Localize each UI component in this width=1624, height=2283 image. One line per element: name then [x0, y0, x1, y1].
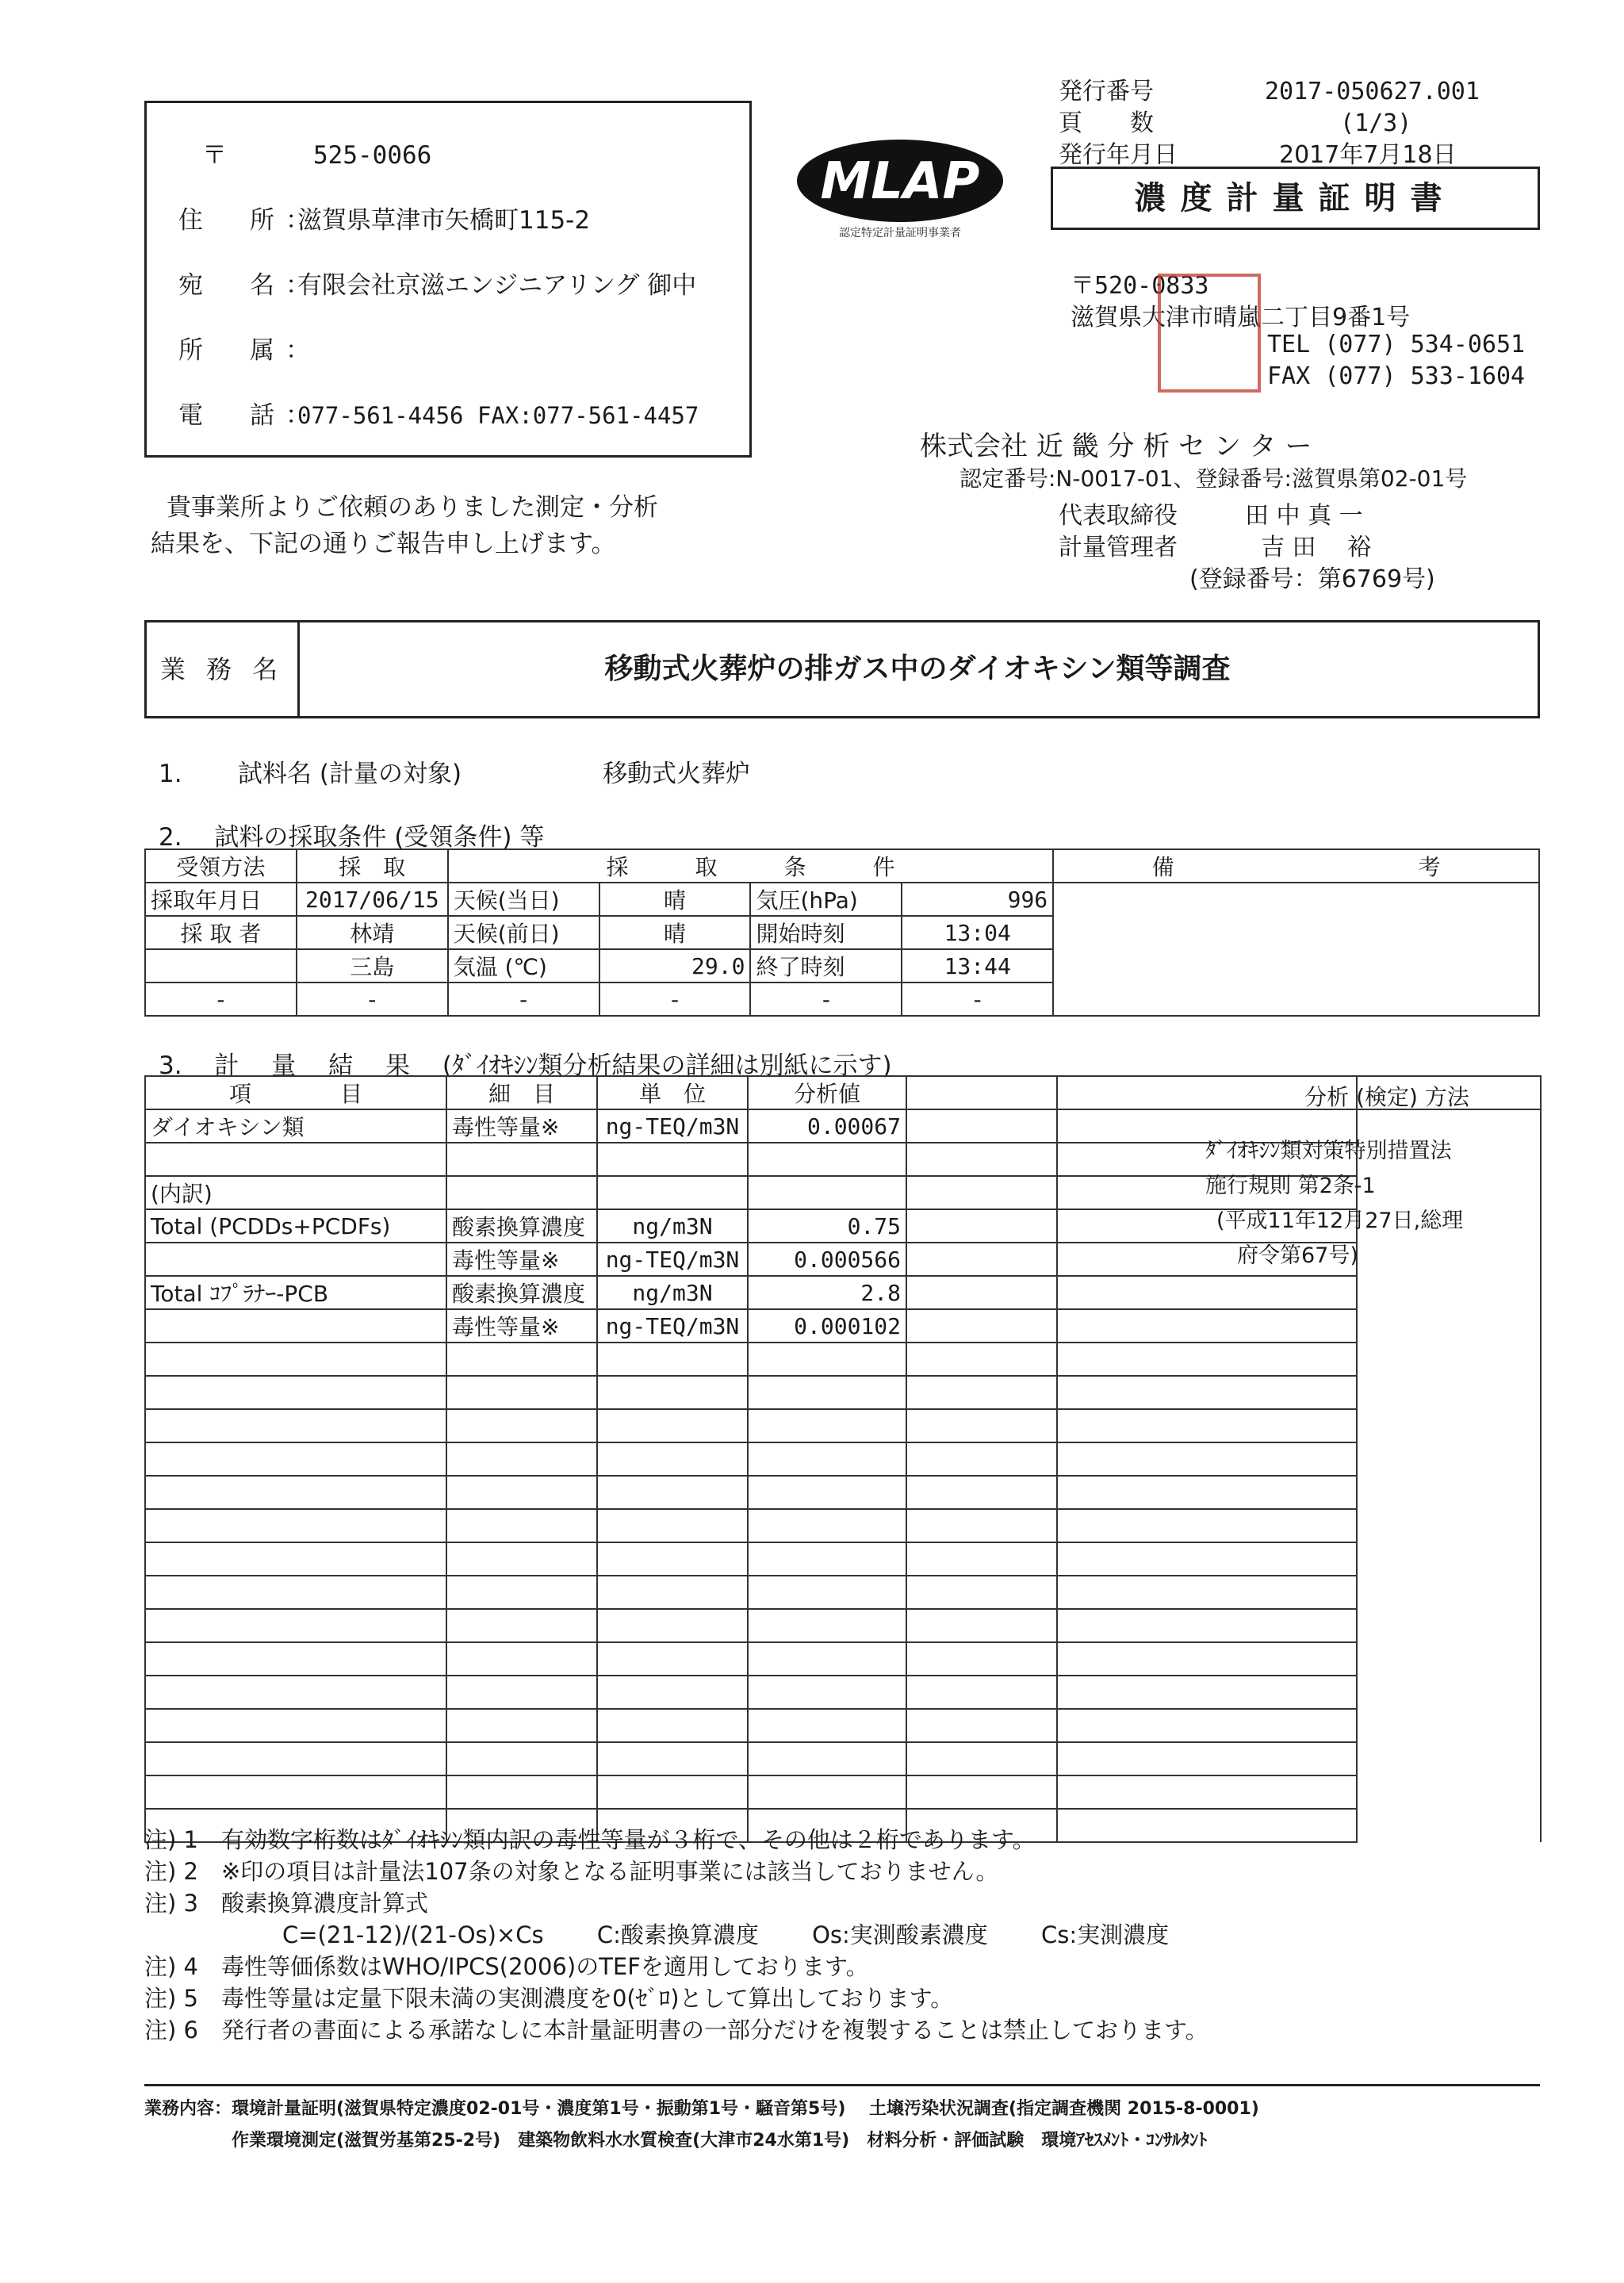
footer-divider	[144, 2084, 1540, 2086]
business-label: 業 務 名	[147, 622, 300, 716]
sampling-cell: -	[145, 983, 297, 1016]
results-cell: ng/m3N	[597, 1276, 748, 1309]
results-cell	[906, 1742, 1057, 1775]
results-cell	[1357, 1809, 1541, 1842]
results-row	[145, 1276, 1541, 1309]
method-header: 分析 (検定) 方法	[1304, 1084, 1469, 1110]
results-cell	[748, 1542, 906, 1576]
results-cell	[1057, 1609, 1357, 1642]
results-cell	[597, 1742, 748, 1775]
note-line: 注) 1 有効数字桁数はﾀﾞｲｵｷｼﾝ類内訳の毒性等量が３桁で、その他は２桁であります。	[144, 1826, 1036, 1853]
results-cell	[1057, 1309, 1357, 1343]
method-line: 府令第67号)	[1237, 1243, 1358, 1268]
sampling-cell: 開始時刻	[750, 916, 902, 949]
sampling-table	[144, 848, 1540, 1017]
results-cell	[446, 1476, 597, 1509]
results-cell	[1357, 1276, 1541, 1309]
results-cell	[597, 1642, 748, 1676]
results-cell	[446, 1775, 597, 1809]
sampling-cell: 三島	[297, 949, 448, 983]
results-cell	[748, 1176, 906, 1209]
results-cell	[446, 1143, 597, 1176]
results-cell	[748, 1476, 906, 1509]
sampling-cell: 気温 (℃)	[448, 949, 599, 983]
results-cell	[145, 1742, 446, 1775]
results-cell	[145, 1676, 446, 1709]
results-cell	[1357, 1642, 1541, 1676]
results-cell	[1357, 1742, 1541, 1775]
results-cell	[597, 1609, 748, 1642]
issue-date: 2017年7月18日	[1279, 141, 1457, 169]
pages-label: 頁 数	[1059, 109, 1154, 137]
results-cell: 毒性等量※	[446, 1109, 597, 1143]
issue-date-row	[1059, 135, 1457, 170]
results-cell	[1057, 1576, 1357, 1609]
sampling-cell: 採取年月日	[145, 883, 297, 916]
results-row	[145, 1775, 1541, 1809]
pages-row	[1059, 103, 1411, 138]
results-cell	[597, 1542, 748, 1576]
results-cell	[906, 1143, 1057, 1176]
results-cell	[145, 1509, 446, 1542]
results-cell	[446, 1509, 597, 1542]
issuer-postal: 〒520-0833	[1071, 272, 1209, 300]
dept-row	[178, 330, 321, 366]
results-row	[145, 1309, 1541, 1343]
sampling-cell: 2017/06/15	[297, 883, 448, 916]
results-cell	[1357, 1542, 1541, 1576]
sampling-cell: 天候(前日)	[448, 916, 599, 949]
section-1	[159, 753, 750, 789]
sampling-header-row	[145, 849, 1539, 883]
sampling-header: 備 考	[1053, 849, 1539, 883]
sampling-header: 採 取 条 件	[448, 849, 1053, 883]
results-row	[145, 1676, 1541, 1709]
note-line: 注) 2 ※印の項目は計量法107条の対象となる証明事業には該当しておりません。	[144, 1858, 999, 1885]
intro-text	[151, 489, 658, 562]
results-cell	[1357, 1343, 1541, 1376]
results-cell	[446, 1676, 597, 1709]
results-cell	[597, 1476, 748, 1509]
results-cell	[1357, 1442, 1541, 1476]
results-cell: 0.00067	[748, 1109, 906, 1143]
results-row	[145, 1343, 1541, 1376]
sampling-cell	[145, 949, 297, 983]
method-line: (平成11年12月27日,総理	[1216, 1209, 1464, 1233]
results-cell	[597, 1442, 748, 1476]
results-cell	[906, 1609, 1057, 1642]
footer	[144, 2093, 1259, 2157]
sampling-cell: 29.0	[599, 949, 751, 983]
postal-code: 525-0066	[313, 141, 432, 170]
results-header: 分析値	[748, 1076, 906, 1109]
results-cell: ng-TEQ/m3N	[597, 1243, 748, 1276]
results-cell	[906, 1576, 1057, 1609]
results-row	[145, 1509, 1541, 1542]
results-cell	[597, 1576, 748, 1609]
name-row	[178, 265, 696, 301]
results-cell: Total (PCDDs+PCDFs)	[145, 1209, 446, 1243]
notes-block	[144, 1824, 1208, 2046]
rep-name: 田 中 真 一	[1245, 502, 1363, 530]
manager-name: 吉 田 裕	[1261, 534, 1372, 561]
results-cell: ng-TEQ/m3N	[597, 1309, 748, 1343]
results-cell	[446, 1742, 597, 1775]
results-cell	[906, 1343, 1057, 1376]
results-cell: 毒性等量※	[446, 1309, 597, 1343]
results-cell	[748, 1642, 906, 1676]
results-cell	[446, 1409, 597, 1442]
results-header-row	[145, 1076, 1541, 1109]
results-row	[145, 1742, 1541, 1775]
sampling-cell: -	[448, 983, 599, 1016]
results-cell	[446, 1576, 597, 1609]
results-cell	[145, 1576, 446, 1609]
sampling-cell: -	[599, 983, 751, 1016]
section-3-heading: 3. 計 量 結 果 (ﾀﾞｲｵｷｼﾝ類分析結果の詳細は別紙に示す)	[159, 1051, 892, 1080]
results-cell	[145, 1243, 446, 1276]
results-cell	[597, 1143, 748, 1176]
results-cell	[1057, 1642, 1357, 1676]
results-cell: ng-TEQ/m3N	[597, 1109, 748, 1143]
recipient-box	[144, 101, 752, 458]
results-cell	[748, 1709, 906, 1742]
results-cell	[1357, 1376, 1541, 1409]
method-line: 施行規則 第2条-1	[1205, 1174, 1376, 1198]
issue-date-label: 発行年月日	[1059, 141, 1178, 169]
results-cell	[906, 1109, 1057, 1143]
sampling-cell: -	[297, 983, 448, 1016]
note-line: 注) 3 酸素換算濃度計算式	[144, 1890, 428, 1917]
footer-line-1: 業務内容：環境計量証明(滋賀県特定濃度02-01号・濃度第1号・振動第1号・騒音第5号) 土壌汚染状況調査(指定調査機関 2015-8-0001)	[144, 2099, 1259, 2119]
results-cell	[145, 1775, 446, 1809]
results-cell	[145, 1309, 446, 1343]
results-cell	[748, 1376, 906, 1409]
sampling-cell: 気圧(hPa)	[750, 883, 902, 916]
results-cell	[446, 1709, 597, 1742]
results-header: 細 目	[446, 1076, 597, 1109]
results-cell: 2.8	[748, 1276, 906, 1309]
results-cell	[906, 1376, 1057, 1409]
results-cell: ng/m3N	[597, 1209, 748, 1243]
manager-registration: (登録番号：第6769号)	[1189, 565, 1435, 593]
pages-value: (1/3)	[1340, 109, 1412, 137]
results-cell	[145, 1442, 446, 1476]
phone-row	[178, 395, 699, 431]
sampling-cell: 天候(当日)	[448, 883, 599, 916]
sampling-row	[145, 883, 1539, 916]
results-cell: 毒性等量※	[446, 1243, 597, 1276]
sampling-cell: 13:04	[902, 916, 1053, 949]
results-row	[145, 1409, 1541, 1442]
results-cell: 酸素換算濃度	[446, 1209, 597, 1243]
results-cell	[906, 1176, 1057, 1209]
issuer-tel: TEL (077) 534-0651	[1267, 331, 1526, 358]
results-cell	[145, 1542, 446, 1576]
results-header: 項 目	[145, 1076, 446, 1109]
method-header-cell	[1304, 1076, 1541, 1110]
results-cell	[1357, 1509, 1541, 1542]
postal-row	[178, 135, 431, 170]
results-cell	[1357, 1709, 1541, 1742]
remarks-cell	[1053, 883, 1539, 1016]
results-row	[145, 1576, 1541, 1609]
section-1-num: 1.	[159, 760, 182, 788]
sampling-cell: 晴	[599, 883, 751, 916]
results-cell	[1057, 1409, 1357, 1442]
sampling-cell: 採 取 者	[145, 916, 297, 949]
results-cell	[446, 1609, 597, 1642]
sampling-header: 受領方法	[145, 849, 297, 883]
results-cell	[906, 1476, 1057, 1509]
sampling-cell: -	[750, 983, 902, 1016]
results-cell	[906, 1409, 1057, 1442]
results-cell	[906, 1276, 1057, 1309]
sampling-header: 採 取	[297, 849, 448, 883]
sampling-cell: 終了時刻	[750, 949, 902, 983]
results-cell	[1057, 1442, 1357, 1476]
results-cell	[145, 1409, 446, 1442]
phone-label: 電 話：	[178, 401, 321, 430]
dept-label: 所 属：	[178, 336, 321, 365]
results-cell	[1357, 1476, 1541, 1509]
results-cell: 0.75	[748, 1209, 906, 1243]
results-cell	[145, 1709, 446, 1742]
company-seal-stamp	[1158, 274, 1261, 393]
note-line: 注) 4 毒性等価係数はWHO/IPCS(2006)のTEFを適用しております。	[144, 1953, 869, 1980]
results-cell	[597, 1376, 748, 1409]
results-cell	[906, 1209, 1057, 1243]
mlap-logo	[793, 135, 1007, 246]
results-cell	[906, 1509, 1057, 1542]
results-cell	[446, 1642, 597, 1676]
results-cell	[1057, 1709, 1357, 1742]
results-cell	[1357, 1409, 1541, 1442]
results-header: 単 位	[597, 1076, 748, 1109]
results-cell	[1057, 1676, 1357, 1709]
results-row	[145, 1609, 1541, 1642]
results-cell	[748, 1442, 906, 1476]
results-cell	[1057, 1775, 1357, 1809]
results-cell	[906, 1676, 1057, 1709]
sampling-cell: 996	[902, 883, 1053, 916]
results-cell	[446, 1376, 597, 1409]
results-cell	[145, 1143, 446, 1176]
results-cell	[597, 1409, 748, 1442]
section-1-label: 試料名 (計量の対象)	[238, 760, 462, 788]
results-cell	[597, 1775, 748, 1809]
issuer-registration: 認定番号:N-0017-01、登録番号:滋賀県第02-01号	[959, 465, 1468, 492]
results-cell	[748, 1409, 906, 1442]
results-cell	[145, 1476, 446, 1509]
svg-text:MLAP: MLAP	[820, 152, 980, 211]
results-cell: ダイオキシン類	[145, 1109, 446, 1143]
phone-value: 077-561-4456 FAX:077-561-4457	[297, 402, 699, 429]
results-header	[906, 1076, 1057, 1109]
results-cell	[1057, 1542, 1357, 1576]
results-cell	[145, 1609, 446, 1642]
results-cell	[748, 1509, 906, 1542]
results-cell	[748, 1576, 906, 1609]
section-2-heading: 2. 試料の採取条件 (受領条件) 等	[159, 823, 545, 852]
results-cell	[906, 1442, 1057, 1476]
results-cell	[1357, 1576, 1541, 1609]
results-cell	[748, 1742, 906, 1775]
note-line: 注) 6 発行者の書面による承諾なしに本計量証明書の一部分だけを複製することは禁止しております。	[144, 2017, 1208, 2044]
results-cell	[597, 1509, 748, 1542]
results-cell	[145, 1642, 446, 1676]
results-cell	[597, 1676, 748, 1709]
results-row	[145, 1542, 1541, 1576]
results-cell	[906, 1709, 1057, 1742]
results-row	[145, 1442, 1541, 1476]
issuer-company: 株式会社 近 畿 分 析 セ ン タ ー	[920, 431, 1312, 462]
footer-line-2: 作業環境測定(滋賀労基第25-2号) 建築物飲料水水質検査(大津市24水第1号) 材料分析・評価試験 環境ｱｾｽﾒﾝﾄ・ｺﾝｻﾙﾀﾝﾄ	[144, 2131, 1208, 2151]
results-cell	[1357, 1309, 1541, 1343]
sampling-cell: 林靖	[297, 916, 448, 949]
results-cell	[145, 1343, 446, 1376]
manager-label: 計量管理者	[1059, 534, 1178, 561]
business-name-box	[144, 620, 1540, 718]
results-cell	[446, 1176, 597, 1209]
mlap-logo-graphic	[793, 135, 1007, 246]
results-cell	[906, 1542, 1057, 1576]
results-cell	[906, 1309, 1057, 1343]
results-cell: 0.000102	[748, 1309, 906, 1343]
analysis-method	[1205, 1134, 1463, 1274]
issue-number-label: 発行番号	[1059, 78, 1154, 105]
results-cell	[748, 1343, 906, 1376]
results-cell	[597, 1176, 748, 1209]
name-value: 有限会社京滋エンジニアリング 御中	[297, 271, 697, 300]
intro-line-2: 結果を、下記の通りご報告申し上げます。	[151, 530, 616, 558]
address-value: 滋賀県草津市矢橋町115-2	[297, 206, 591, 235]
sampling-cell: -	[902, 983, 1053, 1016]
results-cell	[1057, 1509, 1357, 1542]
business-value: 移動式火葬炉の排ガス中のダイオキシン類等調査	[604, 653, 1231, 685]
results-cell	[906, 1243, 1057, 1276]
results-cell	[1357, 1609, 1541, 1642]
certificate-title: 濃度計量証明書	[1051, 167, 1540, 230]
results-cell	[906, 1642, 1057, 1676]
results-cell	[446, 1343, 597, 1376]
results-cell	[1057, 1476, 1357, 1509]
sampling-cell: 13:44	[902, 949, 1053, 983]
intro-line-1: 貴事業所よりご依頼のありました測定・分析	[167, 493, 658, 522]
results-cell: 酸素換算濃度	[446, 1276, 597, 1309]
results-cell	[1357, 1775, 1541, 1809]
results-cell	[446, 1442, 597, 1476]
results-cell	[906, 1775, 1057, 1809]
results-cell	[1357, 1676, 1541, 1709]
results-row	[145, 1709, 1541, 1742]
results-cell	[748, 1676, 906, 1709]
issue-number: 2017-050627.001	[1265, 78, 1480, 105]
results-cell: Total ｺﾌﾟﾗﾅｰ-PCB	[145, 1276, 446, 1309]
name-label: 宛 名：	[178, 271, 321, 300]
results-cell	[1057, 1376, 1357, 1409]
postal-mark: 〒	[202, 141, 227, 170]
results-cell	[446, 1542, 597, 1576]
results-cell	[1057, 1343, 1357, 1376]
results-cell	[748, 1775, 906, 1809]
rep-label: 代表取締役	[1059, 502, 1178, 530]
results-cell	[1057, 1276, 1357, 1309]
section-1-value: 移動式火葬炉	[603, 760, 750, 788]
issuer-fax: FAX (077) 533-1604	[1267, 362, 1526, 390]
note-line: C=(21-12)/(21-Os)×Cs C:酸素換算濃度 Os:実測酸素濃度 Cs:実測濃度	[144, 1921, 1170, 1948]
results-row	[145, 1376, 1541, 1409]
results-cell: (内訳)	[145, 1176, 446, 1209]
address-row	[178, 200, 590, 236]
results-cell	[597, 1343, 748, 1376]
issue-number-row	[1059, 71, 1480, 106]
results-row	[145, 1642, 1541, 1676]
sampling-cell: 晴	[599, 916, 751, 949]
results-cell	[748, 1143, 906, 1176]
method-line: ﾀﾞｲｵｷｼﾝ類対策特別措置法	[1205, 1139, 1452, 1163]
address-label: 住 所：	[178, 206, 321, 235]
note-line: 注) 5 毒性等量は定量下限未満の実測濃度を0(ｾﾞﾛ)として算出しております。	[144, 1985, 954, 2012]
results-cell	[145, 1376, 446, 1409]
results-cell	[1057, 1742, 1357, 1775]
results-cell	[748, 1609, 906, 1642]
results-row	[145, 1476, 1541, 1509]
results-cell: 0.000566	[748, 1243, 906, 1276]
results-cell	[597, 1709, 748, 1742]
svg-text:認定特定計量証明事業者: 認定特定計量証明事業者	[839, 227, 961, 239]
issuer-address: 滋賀県大津市晴嵐二丁目9番1号	[1071, 304, 1411, 331]
